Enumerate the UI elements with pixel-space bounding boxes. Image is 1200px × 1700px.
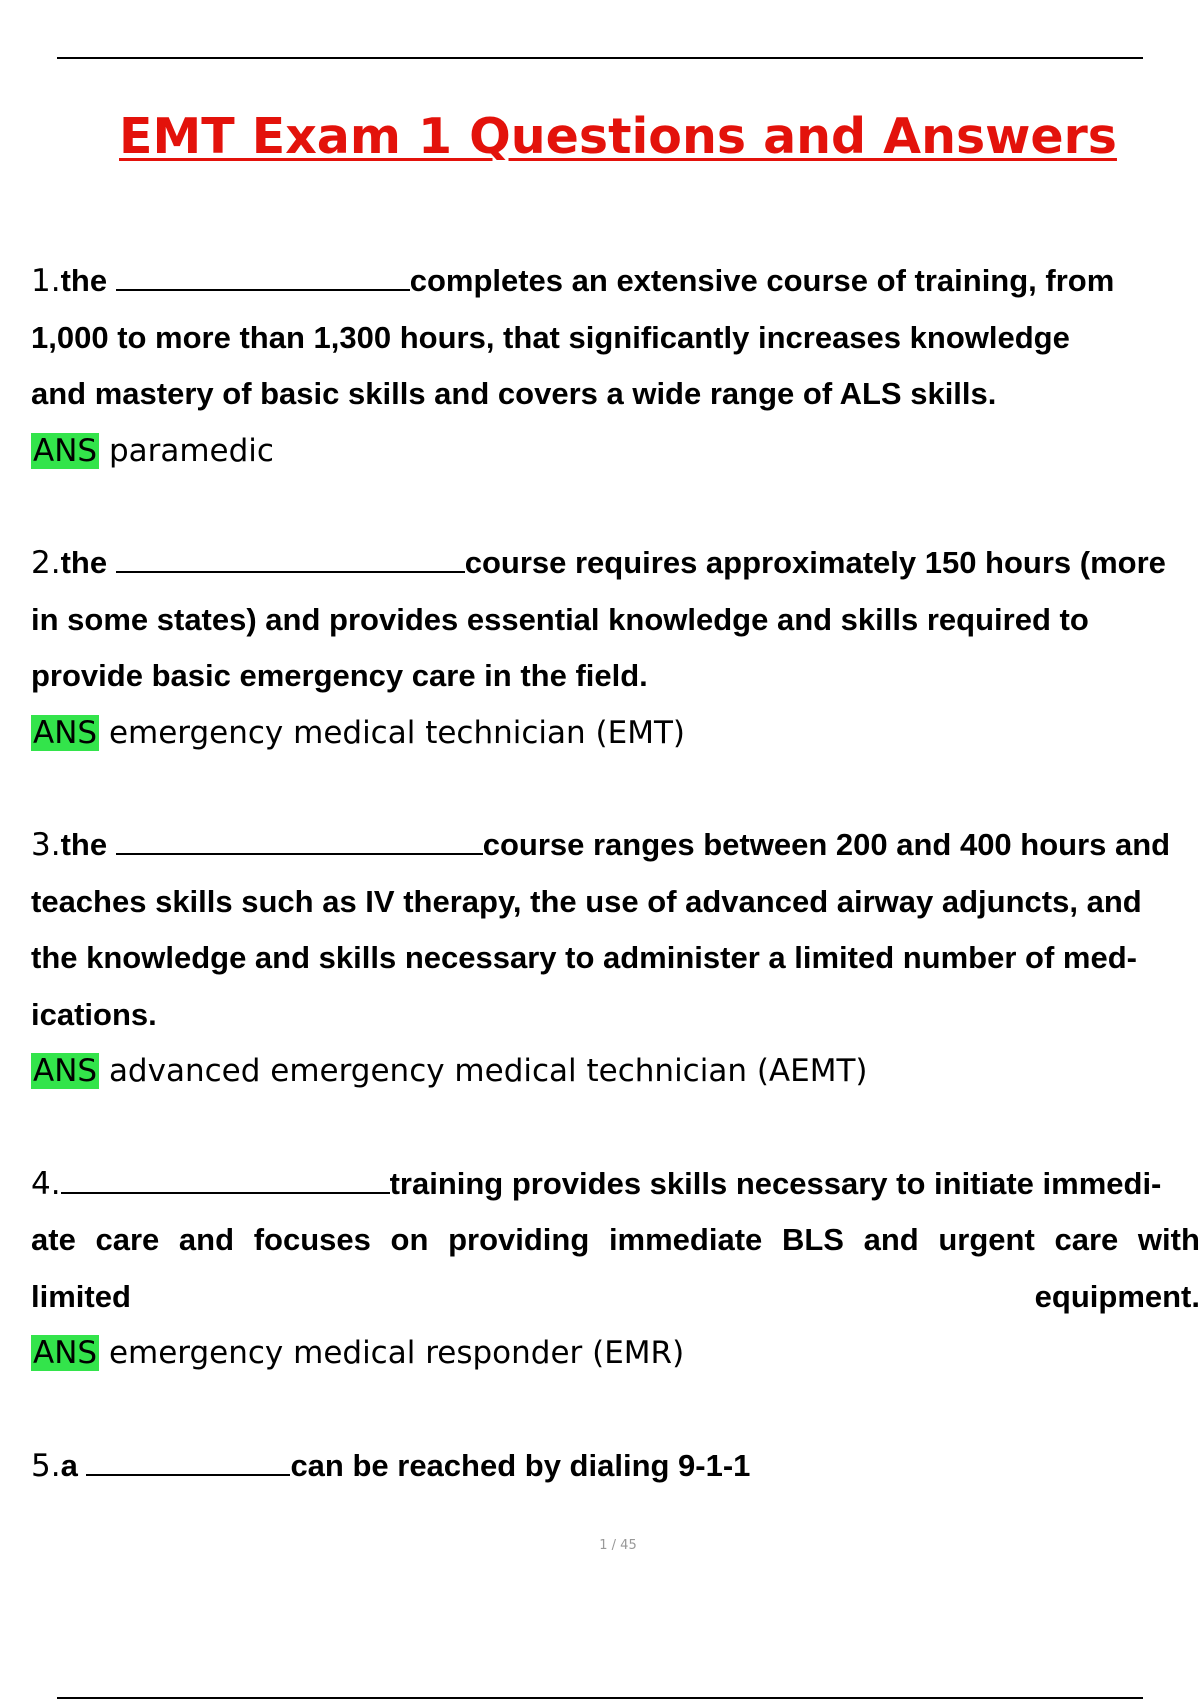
question-number: 3. [31, 827, 61, 863]
word: equipment. [1034, 1278, 1200, 1314]
answer-1 [31, 423, 1200, 480]
question-text: the [60, 545, 116, 580]
page-number: 1 / 45 [599, 1538, 637, 1553]
bottom-rule [57, 1697, 1143, 1699]
question-number: 1. [31, 263, 61, 299]
word: BLS [781, 1222, 844, 1257]
question-4-line-3 [31, 1269, 1200, 1326]
question-text: can be reached by dialing 9-1-1 [290, 1447, 751, 1483]
word: limited [31, 1278, 131, 1314]
answer-3 [31, 1043, 1200, 1100]
answer-blank [86, 1446, 290, 1476]
question-text: course requires approximately 150 hours (more [464, 545, 1166, 580]
word: and [863, 1222, 919, 1257]
question-2-line-2: in some states) and provides essential knowledge and skills required to [31, 601, 1089, 637]
word: immediate [608, 1222, 763, 1257]
question-2-line-3: provide basic emergency care in the field. [31, 658, 648, 693]
question-text: course ranges between 200 and 400 hours and [482, 827, 1171, 862]
question-number: 5. [31, 1447, 61, 1484]
word: focuses [253, 1222, 371, 1257]
question-text: the [60, 263, 116, 298]
page-title: EMT Exam 1 Questions and Answers [119, 108, 1117, 165]
answer-4 [31, 1325, 1200, 1382]
answer-blank [116, 543, 465, 573]
word: ate [31, 1222, 76, 1257]
question-1-line-2: 1,000 to more than 1,300 hours, that significantly increases knowledge [31, 319, 1070, 355]
answer-2 [31, 705, 1200, 762]
answer-tag: ANS [33, 1053, 98, 1089]
question-1-line-3: and mastery of basic skills and covers a wide range of ALS skills. [31, 376, 997, 411]
answer-blank [61, 1164, 390, 1194]
question-text: the [60, 827, 116, 862]
answer-text: paramedic [108, 432, 274, 469]
question-5-line-1 [31, 1438, 1200, 1495]
question-3-line-4: ications. [31, 996, 157, 1032]
question-number: 4. [31, 1165, 61, 1202]
question-2-line-1 [31, 535, 1200, 592]
question-text: completes an extensive course of training, from [409, 263, 1115, 298]
word: with [1137, 1222, 1200, 1257]
answer-blank [116, 825, 483, 855]
question-number: 2. [31, 545, 61, 581]
question-1-line-1 [31, 253, 1200, 310]
word: care [95, 1222, 160, 1257]
question-4-line-2 [31, 1212, 1200, 1269]
answer-text: advanced emergency medical technician (AEMT) [108, 1053, 868, 1089]
answer-text: emergency medical technician (EMT) [108, 714, 685, 751]
question-list [31, 253, 1200, 1494]
top-rule [57, 57, 1143, 59]
answer-tag: ANS [33, 432, 98, 469]
question-text: training provides skills necessary to initiate immedi- [389, 1165, 1162, 1201]
word: and [178, 1222, 235, 1257]
question-4-line-1 [31, 1156, 1200, 1213]
question-text: a [60, 1447, 87, 1483]
answer-blank [116, 261, 410, 291]
word: on [390, 1222, 429, 1257]
question-3-line-1 [31, 817, 1200, 874]
word: care [1054, 1222, 1119, 1257]
answer-tag: ANS [33, 1335, 98, 1371]
word: providing [448, 1222, 590, 1257]
answer-tag: ANS [33, 714, 98, 751]
question-3-line-3: the knowledge and skills necessary to administer a limited number of med- [31, 940, 1137, 975]
answer-text: emergency medical responder (EMR) [108, 1335, 685, 1371]
word: urgent [938, 1222, 1035, 1257]
question-3-line-2: teaches skills such as IV therapy, the use of advanced airway adjuncts, and [31, 883, 1142, 919]
